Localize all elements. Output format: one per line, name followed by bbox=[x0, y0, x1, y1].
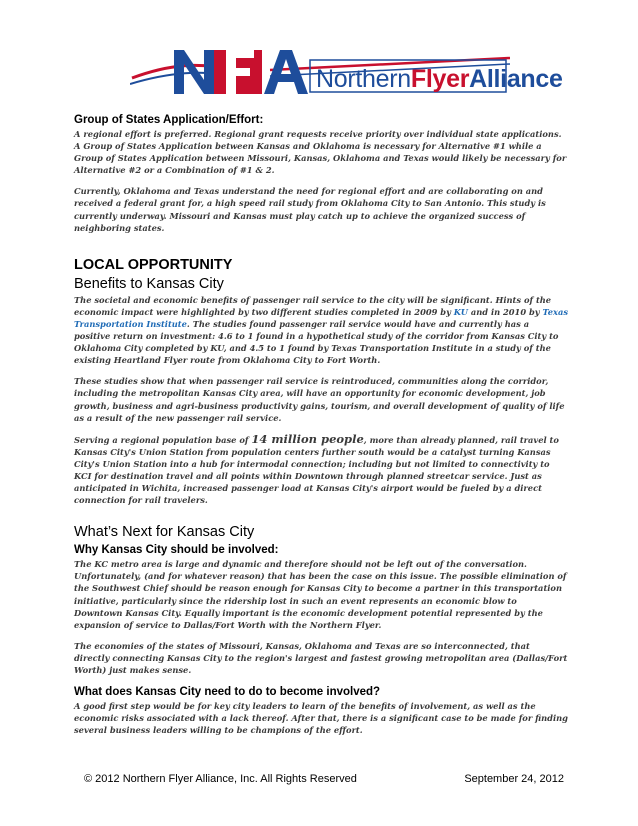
nfa-logo bbox=[130, 44, 563, 100]
logo-wordmark bbox=[316, 65, 563, 94]
document-body bbox=[74, 112, 568, 736]
group-states-paragraph-1: A regional effort is preferred. Regional grant requests receive priority over individual state applications. A Group of States Application between Kansas and Oklahoma is necessary for Alternative #1 while a Group of States Application between Missouri, Kansas, Oklahoma and Texas would likely be necessary for Alternative #2 or a Combination of #1 & 2. bbox=[74, 129, 567, 176]
logo-name-northern: Northern bbox=[316, 65, 411, 93]
benefits-paragraph-3 bbox=[74, 433, 568, 507]
benefits-p1-text-b: and in 2010 by bbox=[467, 306, 543, 317]
logo-name-flyer: Flyer bbox=[410, 65, 470, 93]
local-opportunity-heading: LOCAL OPPORTUNITY bbox=[74, 256, 233, 273]
whats-next-heading: What’s Next for Kansas City bbox=[74, 524, 255, 541]
footer-copyright: © 2012 Northern Flyer Alliance, Inc. All Rights Reserved bbox=[84, 773, 357, 785]
why-involved-heading: Why Kansas City should be involved: bbox=[74, 544, 279, 557]
benefits-paragraph-2: These studies show that when passenger rail service is reintroduced, communities along the corridor, including the metropolitan Kansas City area, will have an opportunity for economic development, job growth, business and agri-business productivity gains, tourism, and overall development of quality of life as a result of the new passenger rail service. bbox=[74, 376, 565, 423]
why-involved-paragraph-1: The KC metro area is large and dynamic and therefore should not be left out of the conversation. Unfortunately, (and for whatever reason) that has been the case on this issue. The possible elimination of the Southwest Chief should be reason enough for Kansas City to become a partner in this transportation initiative, particularly since the ridership lost in such an event represents an economic blow to Downtown Kansas City. Equally important is the economic development potential represented by the expansion of service to Dallas/Fort Worth with the Northern Flyer. bbox=[74, 559, 567, 630]
benefits-p3-text-a: Serving a regional population base of bbox=[74, 434, 252, 445]
benefits-p1-text-a: The societal and economic benefits of passenger rail service to the city will be significant. Hints of the economic impact were highlighted by two different studies completed in 2009 by bbox=[74, 294, 552, 317]
benefits-p3-text-b: , more than already planned, rail travel to Kansas City's Union Station from population centers further south would be a catalyst turning Kansas City's Union Station into a hub for intermodal connection; including but not limited to connectivity to KCI for destination travel and all points within Downtown through planned streetcar service. Just as anticipated in Wichita, increased passenger load at Kansas City's airport would be fueled by a direct connection for rail travelers. bbox=[74, 434, 559, 506]
ku-link[interactable]: KU bbox=[453, 306, 468, 317]
why-involved-paragraph-2: The economies of the states of Missouri, Kansas, Oklahoma and Texas are so interconnected, that directly connecting Kansas City to the region's largest and fastest growing metropolitan area (Dallas/Fort Worth) just makes sense. bbox=[74, 640, 568, 675]
tti-link[interactable]: Texas Transportation Institute bbox=[74, 306, 569, 329]
footer-date: September 24, 2012 bbox=[464, 773, 564, 785]
benefits-p1-text-c: . The studies found passenger rail service would have and currently has a positive return on investment: 4.6 to 1 found in a hypothetical study of the corridor from Kansas City to Oklahoma City completed by KU, and 4.5 to 1 found by Texas Transportation Institute in a study of the existing Heartland Flyer route from Oklahoma City to Fort Worth. bbox=[74, 318, 559, 366]
population-highlight: 14 million people bbox=[251, 431, 364, 446]
group-states-heading: Group of States Application/Effort: bbox=[74, 114, 264, 126]
benefits-heading: Benefits to Kansas City bbox=[74, 275, 224, 292]
group-states-paragraph-2: Currently, Oklahoma and Texas understand the need for regional effort and are collaborating on and received a federal grant for, a high speed rail study from Oklahoma City to San Antonio. This study is currently underway. Missouri and Kansas must play catch up to achieve the organized success of neighboring states. bbox=[74, 186, 546, 233]
logo-name-alliance: Alliance bbox=[469, 65, 563, 93]
benefits-paragraph-1 bbox=[74, 294, 568, 367]
what-to-do-heading: What does Kansas City need to do to become involved? bbox=[74, 686, 381, 699]
what-to-do-paragraph: A good first step would be for key city leaders to learn of the benefits of involvement, as well as the economic risks associated with a lack thereof. After that, there is a significant case to be made for finding several business leaders willing to be champions of the effort. bbox=[74, 701, 568, 736]
